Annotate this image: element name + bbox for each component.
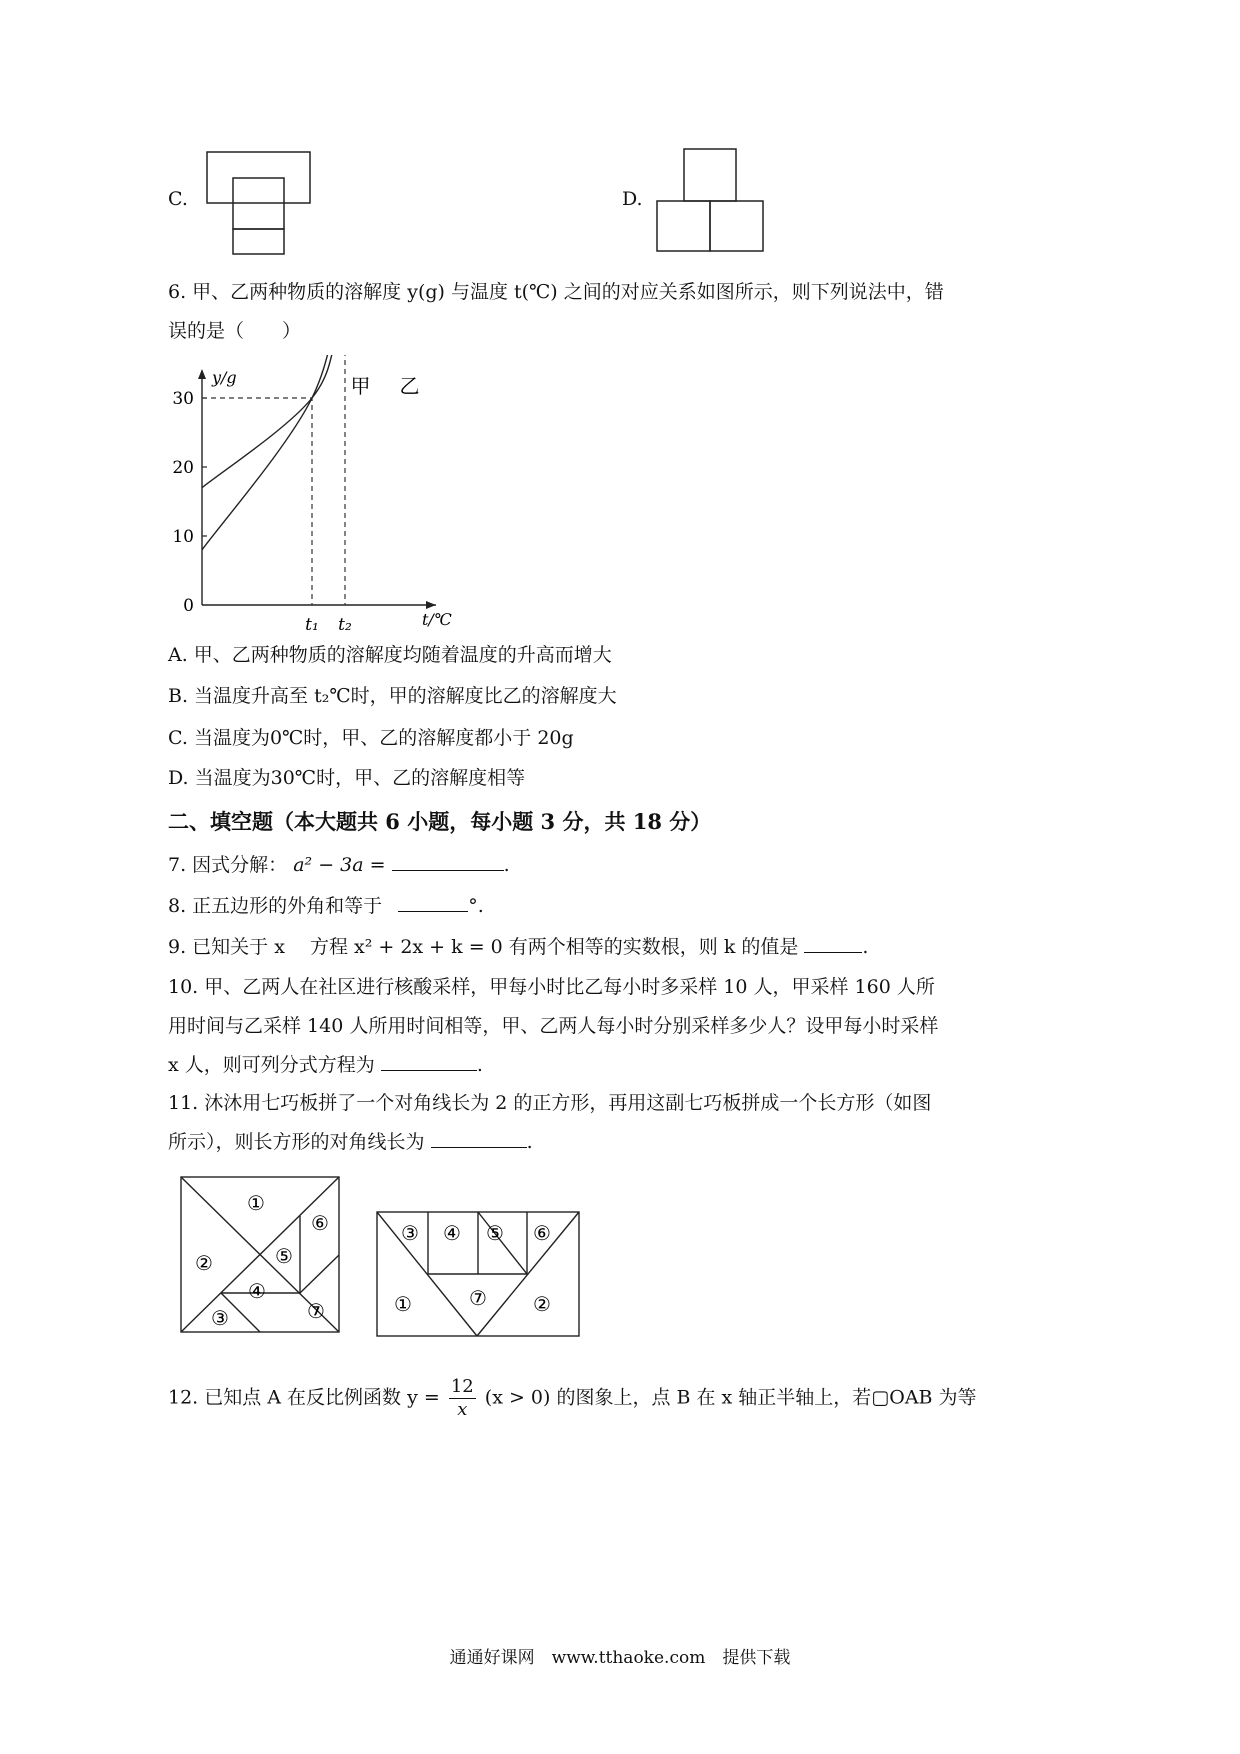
q7-answer-blank[interactable] — [392, 852, 504, 871]
q10-line1: 10. 甲、乙两人在社区进行核酸采样，甲每小时比乙每小时多采样 10 人，甲采样 160 人所 — [168, 976, 935, 998]
option-c-label: C. — [168, 188, 188, 210]
q6-option-a: A. 甲、乙两种物质的溶解度均随着温度的升高而增大 — [168, 644, 612, 666]
solubility-chart — [160, 355, 480, 630]
y-tick-label: 20 — [172, 458, 194, 478]
y-tick-label: 30 — [172, 389, 194, 409]
tangram-rect-label-3: ③ — [401, 1221, 419, 1245]
q12-fraction-denominator: x — [457, 1399, 468, 1420]
q11-suffix: . — [526, 1131, 533, 1153]
q6-stem-line1: 6. 甲、乙两种物质的溶解度 y(g) 与温度 t(℃) 之间的对应关系如图所示，则下列说法中，错 — [168, 281, 944, 303]
tangram-square-label-5: ⑤ — [275, 1244, 293, 1268]
option-c-figure — [200, 148, 315, 258]
tangram-square-label-4: ④ — [248, 1279, 266, 1303]
tangram-rect-label-5: ⑤ — [486, 1221, 504, 1245]
q12-suffix: (x > 0) 的图象上，点 B 在 x 轴正半轴上，若▢OAB 为等 — [484, 1386, 977, 1409]
q11-line1: 11. 沐沐用七巧板拼了一个对角线长为 2 的正方形，再用这副七巧板拼成一个长方形（如图 — [168, 1092, 932, 1114]
q6-option-d: D. 当温度为30℃时，甲、乙的溶解度相等 — [168, 767, 526, 789]
q7-expression: a² − 3a = — [293, 854, 386, 876]
footer-text: 通通好课网 www.tthaoke.com 提供下载 — [449, 1648, 791, 1668]
footer — [0, 1643, 1240, 1668]
q9 — [168, 934, 868, 960]
q8 — [168, 893, 484, 919]
q10-line3-prefix: x 人，则可列分式方程为 — [168, 1054, 375, 1076]
q9-answer-blank[interactable] — [804, 934, 862, 953]
q9-prefix: 9. 已知关于 x 方程 x² + 2x + k = 0 有两个相等的实数根，则 k 的值是 — [168, 936, 799, 958]
option-d-figure — [652, 145, 770, 255]
q12-fraction-numerator: 12 — [450, 1376, 474, 1397]
tangram-square-label-2: ② — [195, 1251, 213, 1275]
q10-suffix: . — [476, 1054, 483, 1076]
tangram-square-labels — [195, 1191, 329, 1330]
tangram-square-label-6: ⑥ — [311, 1211, 329, 1235]
q10-answer-blank[interactable] — [381, 1052, 477, 1071]
q6-option-c: C. 当温度为0℃时，甲、乙的溶解度都小于 20g — [168, 727, 574, 749]
guide-t2 — [202, 355, 345, 605]
q12-fraction — [449, 1376, 476, 1421]
tangram-rect-label-6: ⑥ — [533, 1221, 551, 1245]
q9-suffix: . — [862, 936, 869, 958]
q7 — [168, 852, 510, 878]
tangram-square-label-1: ① — [247, 1191, 265, 1215]
q6-option-b: B. 当温度升高至 t₂℃时，甲的溶解度比乙的溶解度大 — [168, 685, 617, 707]
y-axis-arrow — [198, 369, 206, 379]
tangram-square-label-7: ⑦ — [307, 1299, 325, 1323]
tangram-rect-label-1: ① — [394, 1292, 412, 1316]
q6-stem-line2: 误的是（ ） — [168, 320, 302, 342]
q11-line2-prefix: 所示），则长方形的对角线长为 — [168, 1131, 425, 1153]
tangram-rect-label-2: ② — [533, 1292, 551, 1316]
q7-suffix: . — [503, 854, 510, 876]
x-axis-label: t/℃ — [422, 610, 452, 629]
y-tick-label: 10 — [172, 527, 194, 547]
y-axis-label: y/g — [212, 368, 237, 387]
option-d-label: D. — [622, 188, 643, 210]
tangram-rectangle-figure — [372, 1207, 584, 1341]
series-name-label: 乙 — [399, 374, 420, 398]
y-tick-label: 0 — [183, 596, 194, 616]
tangram-rect-label-7: ⑦ — [469, 1286, 487, 1310]
q10-line2: 用时间与乙采样 140 人所用时间相等，甲、乙两人每小时分别采样多少人？设甲每小时采样 — [168, 1015, 939, 1037]
x-axis-arrow — [426, 601, 436, 609]
section-heading: 二、填空题（本大题共 6 小题，每小题 3 分，共 18 分） — [168, 809, 712, 834]
q7-prefix: 7. 因式分解： — [168, 854, 288, 876]
q11-answer-blank[interactable] — [431, 1129, 527, 1148]
q11-line2 — [168, 1129, 533, 1155]
q12 — [168, 1376, 977, 1421]
series-name-label: 甲 — [350, 374, 371, 398]
q8-suffix: °. — [468, 895, 484, 917]
tangram-square-figure — [176, 1172, 346, 1337]
tangram-square-label-3: ③ — [211, 1306, 229, 1330]
q8-prefix: 8. 正五边形的外角和等于 — [168, 895, 383, 917]
x-tick-label: t₁ — [305, 615, 319, 630]
q10-line3 — [168, 1052, 483, 1078]
guide-t1 — [202, 398, 312, 605]
tangram-rect-label-4: ④ — [443, 1221, 461, 1245]
q12-prefix: 12. 已知点 A 在反比例函数 y = — [168, 1386, 440, 1409]
q8-answer-blank[interactable] — [398, 893, 468, 912]
x-tick-label: t₂ — [338, 615, 352, 630]
